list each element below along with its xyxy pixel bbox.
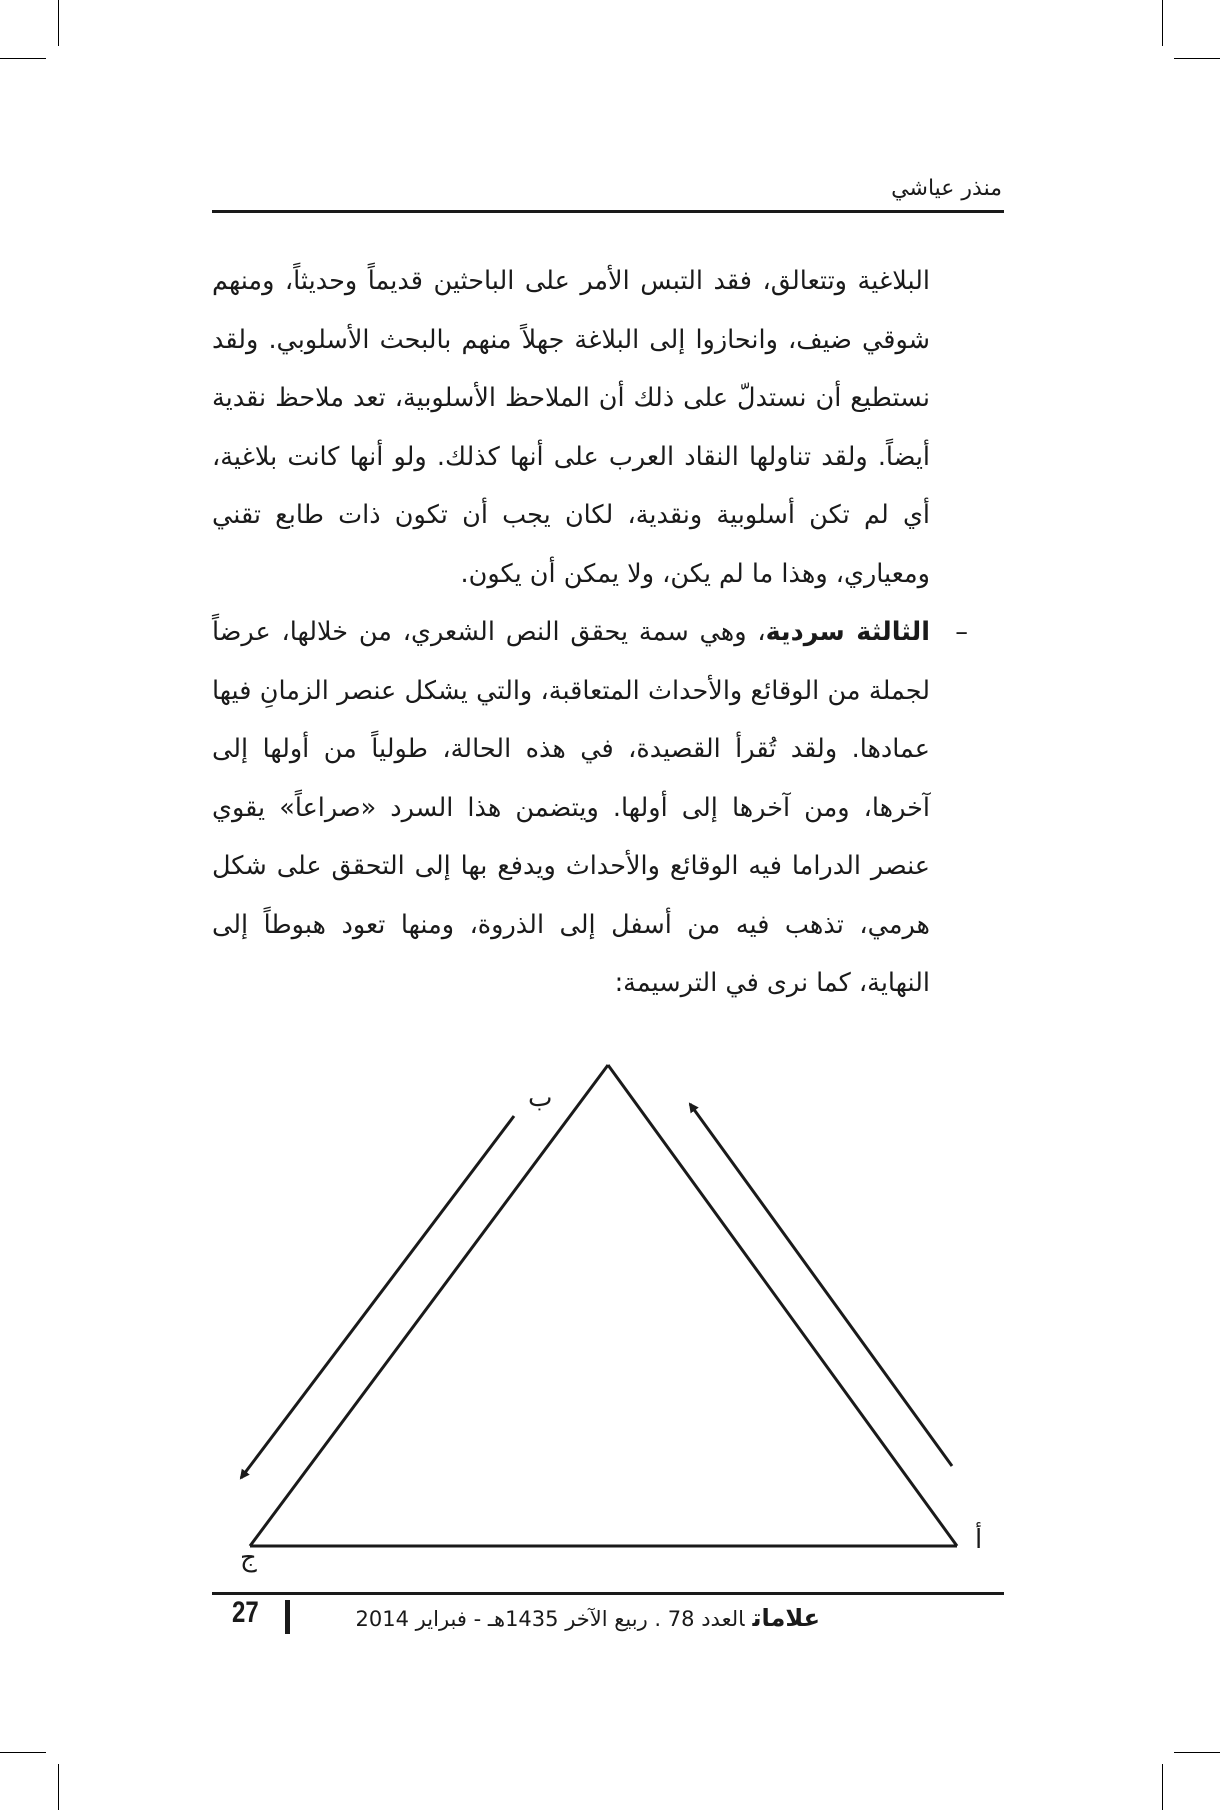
crop-mark — [58, 1764, 59, 1810]
crop-mark — [0, 58, 46, 59]
paragraph: البلاغية وتتعالق، فقد التبس الأمر على الباحثين قديماً وحديثاً، ومنهم شوقي ضيف، وانحازوا إلى البلاغة جهلاً منهم بالبحث الأسلوبي. ولقد نستطيع أن نستدلّ على ذلك أن الملاحظ الأسلوبية، تعد ملاحظ نقدية أيضاً. ولقد تناولها النقاد العرب على أنها كذلك. ولو أنها كانت بلاغية، أي لم تكن أسلوبية ونقدية، لكان يجب أن تكون ذات طابع تقني ومعياري، وهذا ما لم يكن، ولا يمكن أن يكون. — [212, 266, 930, 589]
crop-mark — [1162, 0, 1163, 46]
crop-mark — [1174, 58, 1220, 59]
issue-info: العدد 78 . ربيع الآخر 1435هـ - فبراير 2014 — [355, 1607, 745, 1631]
list-dash: – — [955, 617, 968, 647]
ascending-arrow — [690, 1104, 952, 1466]
label-summit: ب — [528, 1083, 553, 1113]
list-item — [212, 603, 968, 1013]
crop-mark — [1162, 1764, 1163, 1810]
label-end: ج — [240, 1543, 257, 1573]
triangle-right-side — [608, 1065, 957, 1546]
running-head: منذر عياشي — [891, 176, 1002, 201]
journal-info — [298, 1604, 820, 1632]
item-title: الثالثة سردية — [765, 617, 930, 647]
footer-separator — [285, 1600, 290, 1634]
journal-logo: علامات — [752, 1604, 820, 1632]
body-text — [212, 252, 968, 1013]
crop-mark — [0, 1752, 46, 1753]
triangle-left-side — [250, 1065, 608, 1546]
pyramid-diagram — [240, 1040, 1010, 1600]
item-text: ، وهي سمة يحقق النص الشعري، من خلالها، عرضاً لجملة من الوقائع والأحداث المتعاقبة، والتي يشكل عنصر الزمانِ فيها عمادها. ولقد تُقرأ القصيدة، في هذه الحالة، طولياً من أولها إلى آخرها، ومن آخرها إلى أولها. ويتضمن هذا السرد «صراعاً» يقوي عنصر الدراما فيه الوقائع والأحداث ويدفع بها إلى التحقق على شكل هرمي، تذهب فيه من أسفل إلى الذروة، ومنها تعود هبوطاً إلى النهاية، كما نرى في الترسيمة: — [212, 617, 930, 998]
page-number: 27 — [232, 1596, 259, 1629]
crop-mark — [58, 0, 59, 46]
crop-mark — [1174, 1752, 1220, 1753]
descending-arrow — [241, 1116, 514, 1478]
header-rule — [212, 210, 1004, 213]
footer-rule — [212, 1592, 1004, 1595]
label-start: أ — [975, 1525, 983, 1555]
